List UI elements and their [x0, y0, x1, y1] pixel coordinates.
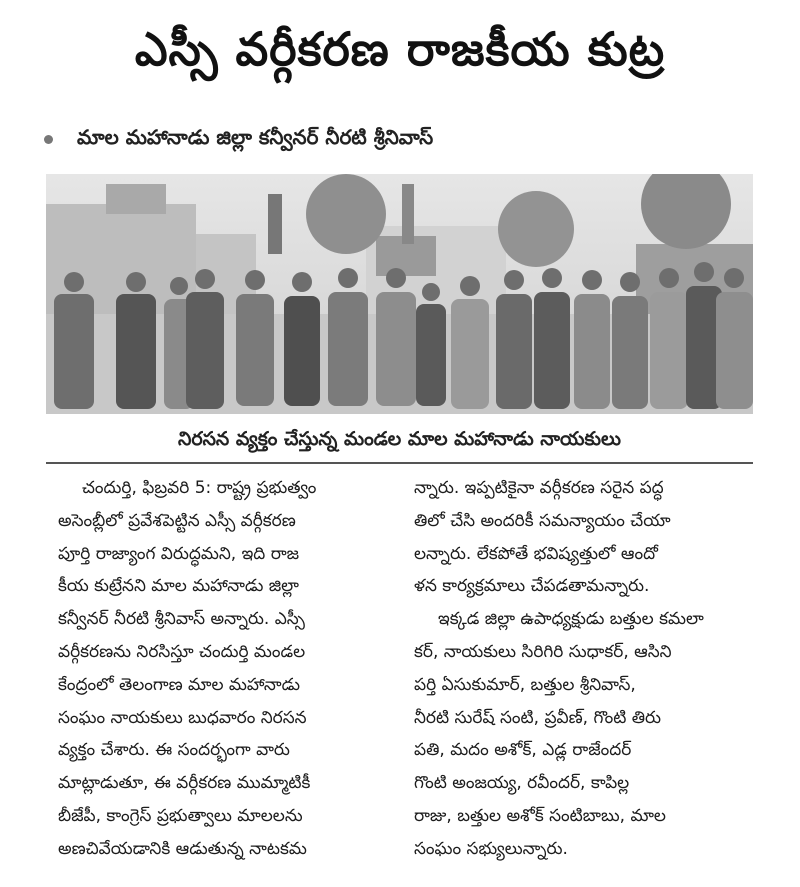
article-line: లన్నారు. లేకపోతే భవిష్యత్తులో ఆందో	[414, 543, 658, 564]
article-line: నీరటి సురేష్ సంటి, ప్రవీణ్, గొంటి తిరు	[414, 707, 661, 728]
article-line: వ్యక్తం చేశారు. ఈ సందర్భంగా వారు	[58, 740, 290, 761]
bullet-icon	[44, 135, 53, 144]
article-line: మాట్లాడుతూ, ఈ వర్గీకరణ ముమ్మాటికీ	[58, 773, 311, 794]
article-line: చందుర్తి, ఫిబ్రవరి 5: రాష్ట్ర ప్రభుత్వం	[82, 478, 317, 498]
article-line: కర్, నాయకులు సిరిగిరి సుధాకర్, ఆసిని	[414, 641, 672, 662]
article-line: పతి, మదం అశోక్, ఎడ్ల రాజేందర్	[414, 740, 632, 761]
subheadline	[44, 124, 764, 154]
article-line: అసెంబ్లీలో ప్రవేశపెట్టిన ఎస్సీ వర్గీకరణ	[58, 510, 296, 531]
article-line: సంఘం నాయకులు బుధవారం నిరసన	[58, 707, 307, 728]
article-line: కీయ కుట్రేనని మాల మహానాడు జిల్లా	[58, 576, 299, 597]
article-line: కేంద్రంలో తెలంగాణ మాల మహానాడు	[58, 674, 301, 695]
news-photo	[46, 174, 753, 414]
article-line: ఇక్కడ జిల్లా ఉపాధ్యక్షుడు బత్తుల కమలా	[438, 609, 704, 630]
caption-divider	[46, 462, 753, 464]
article-line: పూర్తి రాజ్యాంగ విరుద్ధమని, ఇది రాజ	[58, 543, 300, 564]
article-line: తిలో చేసి అందరికీ సమన్యాయం చేయా	[414, 510, 671, 531]
article-line: ళన కార్యక్రమాలు చేపడతామన్నారు.	[414, 576, 650, 597]
headline: ఎస్సీ వర్గీకరణ రాజకీయ కుట్ర	[134, 22, 666, 76]
article-left-column	[58, 472, 390, 866]
article-right-column	[414, 472, 746, 866]
article-line: అణచివేయడానికి ఆడుతున్న నాటకమ	[58, 838, 307, 859]
article-line: రాజు, బత్తుల అశోక్ సంటిబాబు, మాల	[414, 805, 666, 826]
article-line: కన్వీనర్ నీరటి శ్రీనివాస్ అన్నారు. ఎస్సీ	[58, 609, 305, 630]
article-line: గొంటి అంజయ్య, రవీందర్, కాపిల్ల	[414, 773, 630, 794]
article-line: వర్గీకరణను నిరసిస్తూ చందుర్తి మండల	[58, 641, 306, 662]
article-line: పర్తి ఏసుకుమార్, బత్తుల శ్రీనివాస్,	[414, 674, 636, 695]
subheadline-text: మాల మహానాడు జిల్లా కన్వీనర్ నీరటి శ్రీనివాస్	[77, 124, 434, 149]
article-line: బీజేపీ, కాంగ్రెస్ ప్రభుత్వాలు మాలలను	[58, 805, 303, 826]
article-line: సంఘం సభ్యులున్నారు.	[414, 838, 568, 859]
photo-caption: నిరసన వ్యక్తం చేస్తున్న మండల మాల మహానాడు నాయకులు	[177, 428, 622, 450]
article-line: న్నారు. ఇప్పటికైనా వర్గీకరణ సరైన పద్ధ	[414, 478, 664, 498]
